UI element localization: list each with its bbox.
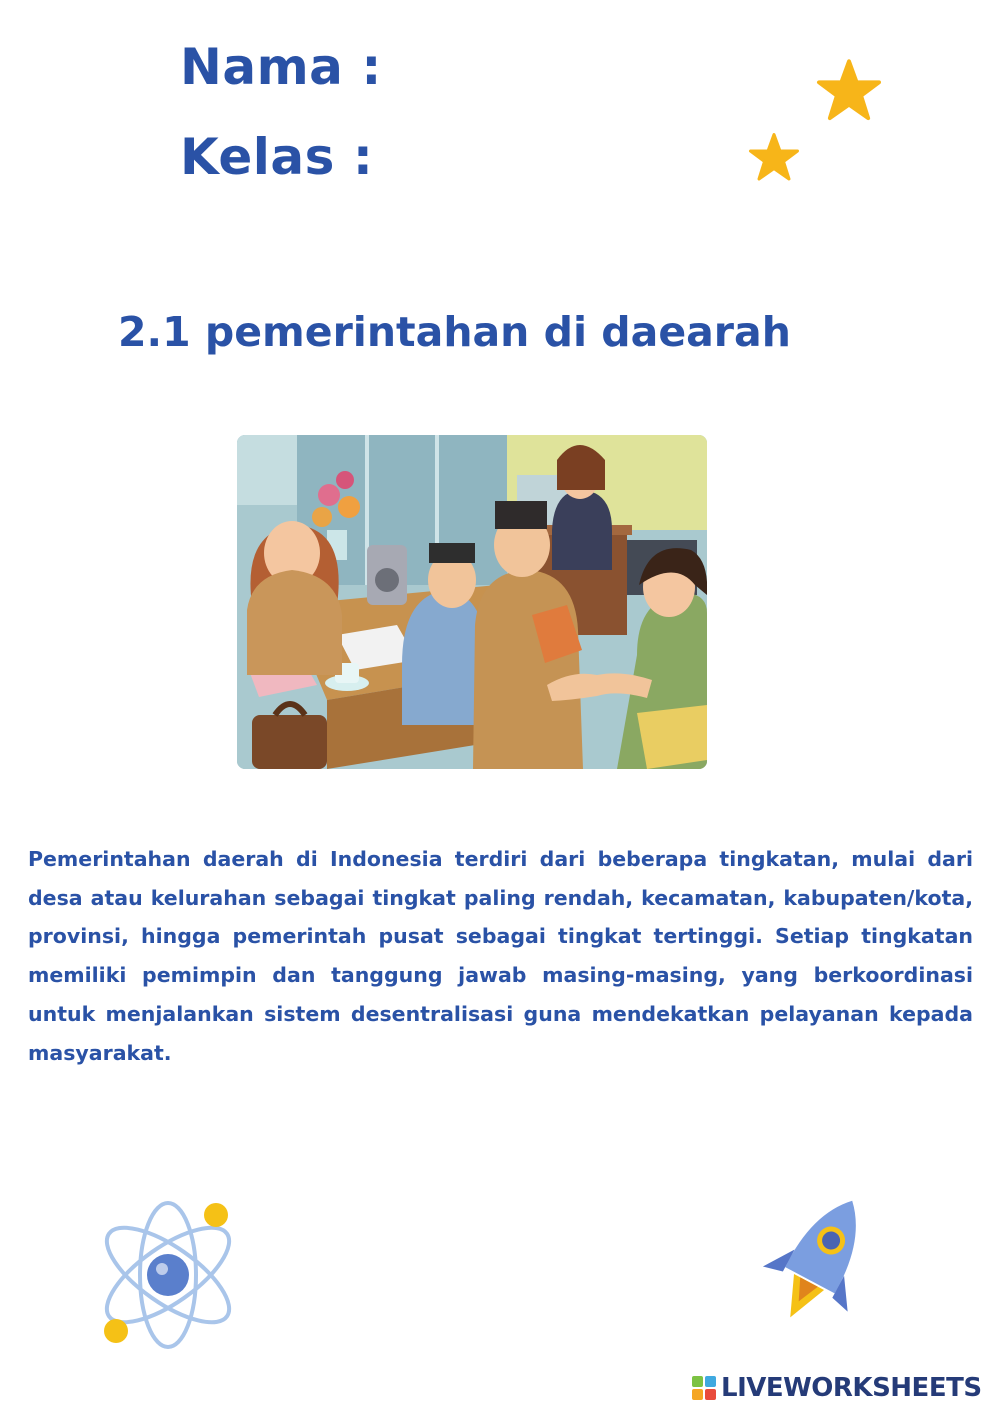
atom-icon bbox=[88, 1195, 248, 1355]
brand-name: LIVEWORKSHEETS bbox=[721, 1373, 982, 1403]
class-label: Kelas : bbox=[180, 128, 374, 186]
office-illustration bbox=[237, 435, 707, 769]
star-icon bbox=[816, 58, 882, 122]
liveworksheets-logo-icon bbox=[692, 1376, 716, 1400]
rocket-icon bbox=[762, 1192, 872, 1342]
name-label: Nama : bbox=[180, 38, 382, 96]
body-paragraph: Pemerintahan daerah di Indonesia terdiri dari beberapa tingkatan, mulai dari desa atau kelurahan sebagai tingkat paling rendah, kecamatan, kabupaten/kota, provinsi, hingga pemerintah pusat sebagai tingkat tertinggi. Setiap tingkatan memiliki pemimpin dan tanggung jawab masing-masing, yang berkoordinasi untuk menjalankan sistem desentralisasi guna mendekatkan pelayanan kepada masyarakat. bbox=[28, 847, 973, 1065]
star-icon bbox=[748, 132, 800, 182]
brand-logo bbox=[692, 1373, 982, 1403]
section-title: 2.1 pemerintahan di daearah bbox=[118, 308, 791, 356]
